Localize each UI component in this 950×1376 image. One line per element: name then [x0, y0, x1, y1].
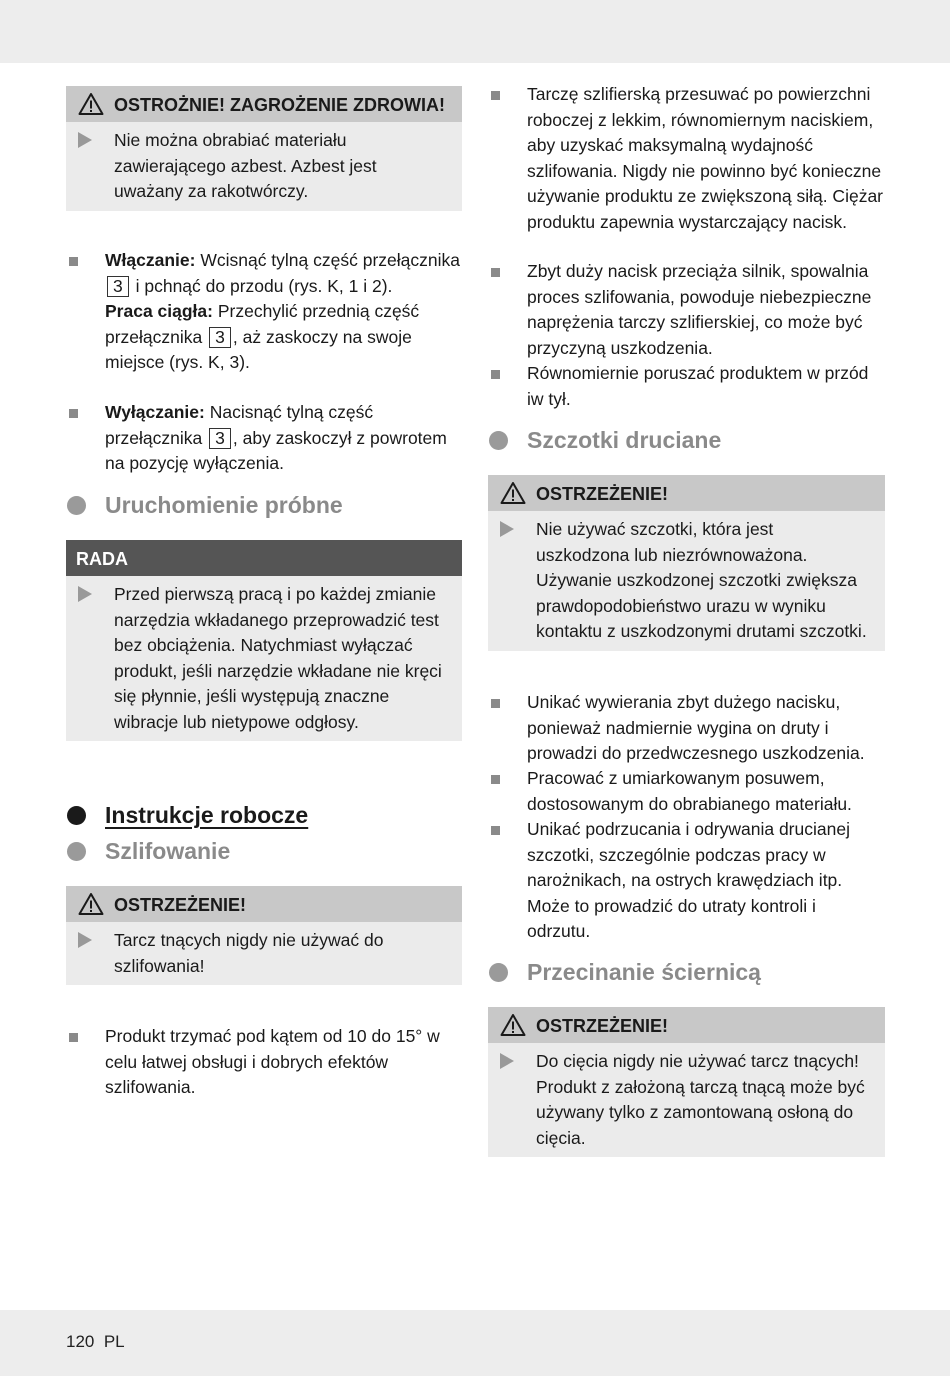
part-ref: 3: [209, 327, 231, 348]
grey-dot-icon: [489, 431, 508, 450]
item-text: Równomiernie poruszać produktem w przód iw tył.: [527, 363, 869, 409]
switch-on-text-b: i pchnąć do przodu (rys. K, 1 i 2).: [135, 275, 393, 296]
warning-header: [66, 886, 462, 922]
arrow-bullet-icon: [78, 586, 92, 602]
square-bullet-icon: [69, 257, 78, 266]
page-lang: PL: [103, 1332, 125, 1351]
tip-box: [66, 540, 462, 741]
arrow-bullet-icon: [500, 521, 514, 537]
tip-body: [66, 576, 462, 741]
heading-grinding: [105, 836, 230, 866]
tip-text: Przed pierwszą pracą i po każdej zmianie narzędzia wkładanego przeprowadzić test bez obciążenia. Natychmiast wyłączać produkt, jeśli narzędzie wkładane nie kręci się płynnie, jeśli występują znaczne wibracje lub nietypowe odgłosy.: [114, 584, 442, 732]
heading-cutting: [527, 957, 761, 987]
warning-triangle-icon: [78, 892, 104, 916]
black-dot-icon: [67, 806, 86, 825]
warning-body: [488, 511, 885, 651]
warning-title: OSTRZEŻENIE!: [536, 484, 669, 504]
grey-dot-icon: [67, 842, 86, 861]
page-number-value: 120: [66, 1332, 95, 1351]
right-item-6: [527, 817, 867, 945]
warning-body: [488, 1043, 885, 1157]
warning-triangle-icon: [500, 481, 526, 505]
right-item-4: [527, 690, 887, 767]
warning-triangle-icon: [500, 1013, 526, 1037]
tip-title: RADA: [76, 549, 128, 569]
continuous-text-b: , aż zaskoczy na swoje miejsce (rys. K, 3).: [105, 326, 412, 372]
item-text: Tarczę szlifierską przesuwać po powierzchni roboczej z lekkim, równomiernym naciskiem, aby uzyskać maksymalną wydajność szlifowania. Nigdy nie powinno być konieczne używanie produktu ze zwiększoną siłą. Ciężar produktu zapewnia wystarczający nacisk.: [527, 84, 883, 232]
continuous-text-a: Przechylić przednią część przełącznika: [105, 301, 420, 347]
warning-body: [66, 122, 462, 211]
grinding-warning-box: [66, 886, 462, 985]
page-number: [66, 1332, 125, 1352]
brush-warning-box: [488, 475, 885, 651]
warning-header: [488, 475, 885, 511]
item-text: Pracować z umiarkowanym posuwem, dostosowanym do obrabianego materiału.: [527, 768, 852, 814]
right-item-5: [527, 766, 887, 817]
heading-wire-brushes: [527, 425, 721, 455]
square-bullet-icon: [491, 91, 500, 100]
square-bullet-icon: [491, 370, 500, 379]
health-warning-box: [66, 86, 462, 211]
warning-text: Nie używać szczotki, która jest uszkodzona lub niezrównoważona. Używanie uszkodzonej szczotki zwiększa prawdopodobieństwo urazu w wyniku kontaktu z uszkodzonymi drutami szczotki.: [536, 519, 867, 641]
right-item-3: [527, 361, 887, 412]
cutting-warning-box: [488, 1007, 885, 1157]
hold-angle-text: Produkt trzymać pod kątem od 10 do 15° w celu łatwej obsługi i dobrych efektów szlifowania.: [105, 1026, 440, 1097]
square-bullet-icon: [491, 826, 500, 835]
item-text: Unikać podrzucania i odrywania drucianej szczotki, szczególnie podczas pracy w narożnikach, na ostrych krawędziach itp. Może to prowadzić do utraty kontroli i odrzutu.: [527, 819, 850, 941]
warning-title: OSTRZEŻENIE!: [536, 1016, 669, 1036]
continuous-label: Praca ciągła:: [105, 301, 213, 321]
heading-text: Szczotki druciane: [527, 427, 722, 453]
right-item-2: [527, 259, 887, 361]
heading-text: Szlifowanie: [105, 838, 231, 864]
warning-header: [488, 1007, 885, 1043]
heading-test-run: [105, 490, 343, 520]
heading-text: Uruchomienie próbne: [105, 492, 343, 518]
header-band: [0, 0, 950, 63]
switch-off-item: [105, 400, 465, 477]
warning-text: Nie można obrabiać materiału zawierającego azbest. Azbest jest uważany za rakotwórczy.: [114, 130, 377, 201]
square-bullet-icon: [491, 775, 500, 784]
arrow-bullet-icon: [500, 1053, 514, 1069]
square-bullet-icon: [69, 1033, 78, 1042]
heading-work-instructions: [105, 800, 308, 830]
right-item-1: [527, 82, 887, 235]
square-bullet-icon: [69, 409, 78, 418]
switch-off-text-a: Nacisnąć tylną część przełącznika: [105, 402, 374, 448]
switch-off-text-b: , aby zaskoczył z powrotem na pozycję wyłączenia.: [105, 427, 447, 473]
heading-text: Instrukcje robocze: [105, 802, 309, 828]
square-bullet-icon: [491, 699, 500, 708]
item-text: Zbyt duży nacisk przeciąża silnik, spowalnia proces szlifowania, powoduje niebezpieczne naprężenia tarczy szlifierskiej, co może być przyczyną uszkodzenia.: [527, 261, 872, 358]
arrow-bullet-icon: [78, 132, 92, 148]
warning-title: OSTRZEŻENIE!: [114, 895, 247, 915]
grey-dot-icon: [67, 496, 86, 515]
switch-on-label: Włączanie:: [105, 250, 196, 270]
warning-text: Do cięcia nigdy nie używać tarcz tnących! Produkt z założoną tarczą tnącą może być używany tylko z zamontowaną osłoną do cięcia.: [536, 1051, 865, 1148]
item-text: Unikać wywierania zbyt dużego nacisku, ponieważ nadmiernie wygina on druty i prowadzi do przedwczesnego uszkodzenia.: [527, 692, 865, 763]
part-ref: 3: [209, 428, 231, 449]
footer-band: [0, 1310, 950, 1376]
heading-text: Przecinanie ściernicą: [527, 959, 761, 985]
warning-triangle-icon: [78, 92, 104, 116]
warning-title: OSTROŻNIE! ZAGROŻENIE ZDROWIA!: [114, 95, 445, 115]
hold-angle-item: [105, 1024, 465, 1101]
warning-text: Tarcz tnących nigdy nie używać do szlifowania!: [114, 930, 384, 976]
warning-header: [66, 86, 462, 122]
switch-on-text-a: Wcisnąć tylną część przełącznika: [200, 250, 460, 270]
arrow-bullet-icon: [78, 932, 92, 948]
warning-body: [66, 922, 462, 985]
tip-header: [66, 540, 462, 576]
square-bullet-icon: [491, 268, 500, 277]
part-ref: 3: [107, 276, 129, 297]
grey-dot-icon: [489, 963, 508, 982]
switch-on-item: [105, 248, 465, 376]
switch-off-label: Wyłączanie:: [105, 402, 205, 422]
